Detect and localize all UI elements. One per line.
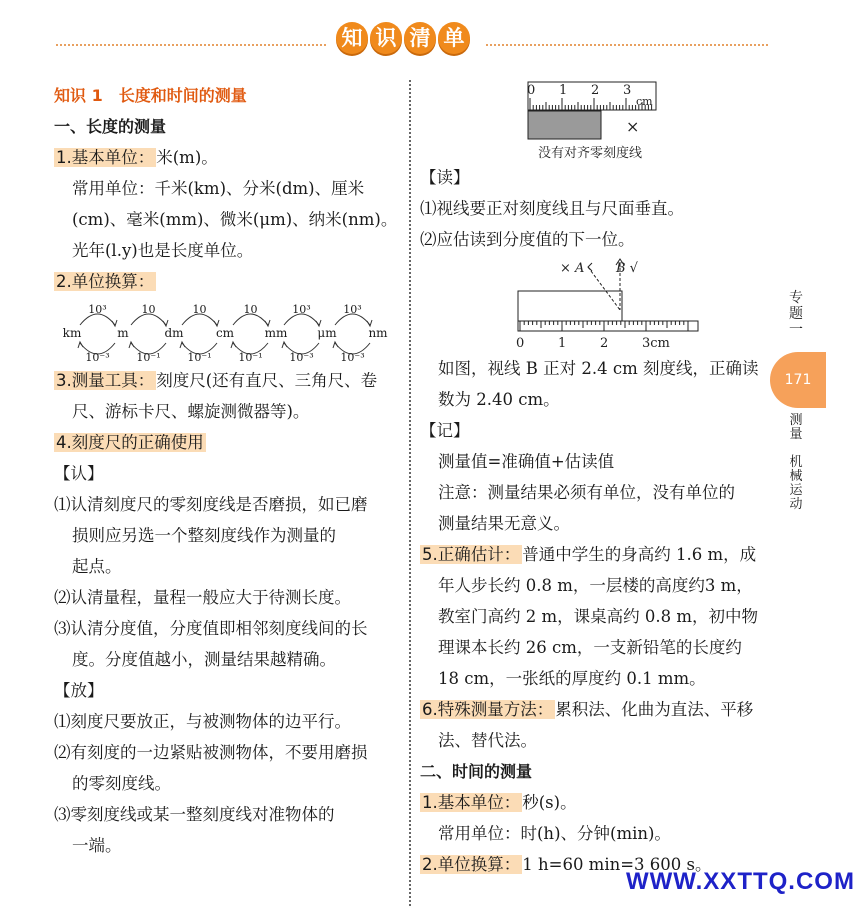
conv-unit: nm <box>368 326 388 340</box>
recognize-3-line1: ⑶认清分度值，分度值即相邻刻度线间的长 <box>54 619 368 638</box>
recognize-1-line1: ⑴认清刻度尺的零刻度线是否磨损，如已磨 <box>54 495 368 514</box>
knowledge-title: 知识 1 长度和时间的测量 <box>54 86 247 105</box>
ruler-1-label: 1 <box>559 83 568 98</box>
eye-a-icon <box>588 263 592 271</box>
conv-arrow-down <box>129 342 134 348</box>
conv-down-factor: 10⁻³ <box>289 351 314 364</box>
object-block <box>518 291 622 321</box>
unit-conversion-label: 2.单位换算： <box>56 272 155 291</box>
conv-arrow-down <box>231 342 236 348</box>
recognize-heading: 【认】 <box>54 464 104 483</box>
conv-up-factor: 10 <box>141 303 156 316</box>
watermark: WWW.XXTTQ.COM <box>626 868 855 895</box>
special-method-label: 6.特殊测量方法： <box>422 700 554 719</box>
conv-unit: m <box>117 326 129 340</box>
banner-right-dotted-line <box>486 44 768 46</box>
badge-char-4: 单 <box>438 22 470 54</box>
conv-down-factor: 10⁻³ <box>85 351 110 364</box>
estimate-label: 5.正确估计： <box>422 545 521 564</box>
conv-down-factor: 10⁻³ <box>340 351 365 364</box>
badge-char-3: 清 <box>404 22 436 54</box>
estimate-line5: 18 cm，一张纸的厚度约 0.1 mm。 <box>438 669 706 688</box>
topic-label <box>780 290 812 338</box>
label-b: B √ <box>616 261 638 276</box>
special-method-row <box>420 694 770 725</box>
right-column <box>420 80 770 880</box>
unit-conversion-row <box>54 266 398 297</box>
conv-down-factor: 10⁻¹ <box>187 351 212 364</box>
conv-unit: μm <box>317 326 337 340</box>
place-3-line2: 一端。 <box>72 836 122 855</box>
common-units-line2: (cm)、毫米(mm)、微米(μm)、纳米(nm)。 <box>72 210 398 229</box>
measured-object <box>528 111 601 139</box>
ruler-usage-row <box>54 427 398 458</box>
measuring-tools-line1: 刻度尺(还有直尺、三角尺、卷 <box>156 371 378 390</box>
ruler-1-label: 3 <box>623 83 632 98</box>
record-heading: 【记】 <box>420 421 470 440</box>
ruler-2-label: 2 <box>600 336 609 351</box>
page-number-tab: 171 <box>770 352 826 408</box>
example-line2: 数为 2.40 cm。 <box>438 390 560 409</box>
record-formula: 测量值=准确值+估读值 <box>438 452 615 471</box>
ruler-2-label: 3cm <box>642 336 670 351</box>
time-unit-label: 1.基本单位： <box>422 793 521 812</box>
ruler-2-label: 1 <box>558 336 567 351</box>
banner-left-dotted-line <box>56 44 326 46</box>
time-unit-row <box>420 787 770 818</box>
sight-line-figure <box>420 255 770 353</box>
conv-unit: mm <box>264 326 288 340</box>
unit-conversion-diagram <box>54 297 398 365</box>
special-method-line2: 法、替代法。 <box>438 731 537 750</box>
ruler-2-label: 0 <box>516 336 525 351</box>
conv-unit: dm <box>164 326 184 340</box>
estimate-row <box>420 539 770 570</box>
time-conversion-label: 2.单位换算： <box>422 855 521 874</box>
conv-up-factor: 10 <box>243 303 258 316</box>
section-length-heading: 一、长度的测量 <box>54 117 167 136</box>
badge-char-2: 识 <box>370 22 402 54</box>
estimate-line3: 教室门高约 2 m，课桌高约 0.8 m，初中物 <box>438 607 759 626</box>
basic-unit-text: 米(m)。 <box>156 148 218 167</box>
estimate-line1: 普通中学生的身高约 1.6 m，成 <box>522 545 757 564</box>
measuring-tools-label: 3.测量工具： <box>56 371 155 390</box>
left-column <box>54 80 398 861</box>
conv-unit: cm <box>215 326 235 340</box>
place-2-line1: ⑵有刻度的一边紧贴被测物体，不要用磨损 <box>54 743 368 762</box>
column-divider <box>409 80 411 906</box>
chapter-label-1: 测 量 <box>789 413 803 442</box>
conv-unit: km <box>62 326 82 340</box>
example-line1: 如图，视线 B 正对 2.4 cm 刻度线，正确读 <box>438 359 759 378</box>
estimate-line2: 年人步长约 0.8 m，一层楼的高度约3 m， <box>438 576 753 595</box>
chapter-label-2: 机 械 运 动 <box>789 455 803 512</box>
conv-arrow-down <box>282 342 287 348</box>
ruler-misaligned-figure <box>420 80 770 162</box>
topic-text: 专 题 一 <box>789 290 803 338</box>
section-badge <box>336 22 470 54</box>
common-units-line3: 光年(l.y)也是长度单位。 <box>72 241 254 260</box>
estimate-line4: 理课本长约 26 cm，一支新铅笔的长度约 <box>438 638 742 657</box>
label-a: × A <box>560 261 585 276</box>
basic-unit-row <box>54 142 398 173</box>
place-heading: 【放】 <box>54 681 104 700</box>
measuring-tools-line2: 尺、游标卡尺、螺旋测微器等)。 <box>72 402 310 421</box>
common-units-line1: 常用单位：千米(km)、分米(dm)、厘米 <box>72 179 365 198</box>
recognize-2: ⑵认清量程，量程一般应大于待测长度。 <box>54 588 351 607</box>
record-note-line2: 测量结果无意义。 <box>438 514 570 533</box>
recognize-3-line2: 度。分度值越小，测量结果越精确。 <box>72 650 336 669</box>
place-2-line2: 的零刻度线。 <box>72 774 171 793</box>
conv-arrow-down <box>333 342 338 348</box>
recognize-1-line2: 损则应另选一个整刻度线作为测量的 <box>72 526 336 545</box>
recognize-1-line3: 起点。 <box>72 557 122 576</box>
special-method-line1: 累积法、化曲为直法、平移 <box>555 700 754 719</box>
ruler-unit: cm <box>636 95 653 108</box>
conv-arrow-up <box>112 320 117 326</box>
record-note-line1: 注意：测量结果必须有单位，没有单位的 <box>438 483 735 502</box>
place-1: ⑴刻度尺要放正，与被测物体的边平行。 <box>54 712 351 731</box>
header-banner <box>0 0 826 80</box>
section-time-heading: 二、时间的测量 <box>420 762 533 781</box>
read-1: ⑴视线要正对刻度线且与尺面垂直。 <box>420 199 684 218</box>
conv-down-factor: 10⁻¹ <box>136 351 161 364</box>
conv-up-factor: 10³ <box>343 303 362 316</box>
conv-up-factor: 10³ <box>292 303 311 316</box>
ruler-usage-label: 4.刻度尺的正确使用 <box>56 433 204 452</box>
ruler-1-label: 2 <box>591 83 600 98</box>
badge-char-1: 知 <box>336 22 368 54</box>
conv-down-factor: 10⁻¹ <box>238 351 263 364</box>
figure-caption: 没有对齐零刻度线 <box>537 146 643 161</box>
conv-arrow-down <box>180 342 185 348</box>
read-heading: 【读】 <box>420 168 470 187</box>
time-conversion-text: 1 h=60 min=3 600 s。 <box>522 855 712 874</box>
wrong-mark: × <box>626 117 640 136</box>
conv-up-factor: 10 <box>192 303 207 316</box>
place-3-line1: ⑶零刻度线或某一整刻度线对准物体的 <box>54 805 335 824</box>
basic-unit-label: 1.基本单位： <box>56 148 155 167</box>
conv-arrow-down <box>78 342 83 348</box>
conv-up-factor: 10³ <box>88 303 107 316</box>
time-common-units: 常用单位：时(h)、分钟(min)。 <box>438 824 671 843</box>
ruler-1-label: 0 <box>527 83 536 98</box>
measuring-tools-row <box>54 365 398 396</box>
read-2: ⑵应估读到分度值的下一位。 <box>420 230 635 249</box>
time-unit-text: 秒(s)。 <box>522 793 577 812</box>
